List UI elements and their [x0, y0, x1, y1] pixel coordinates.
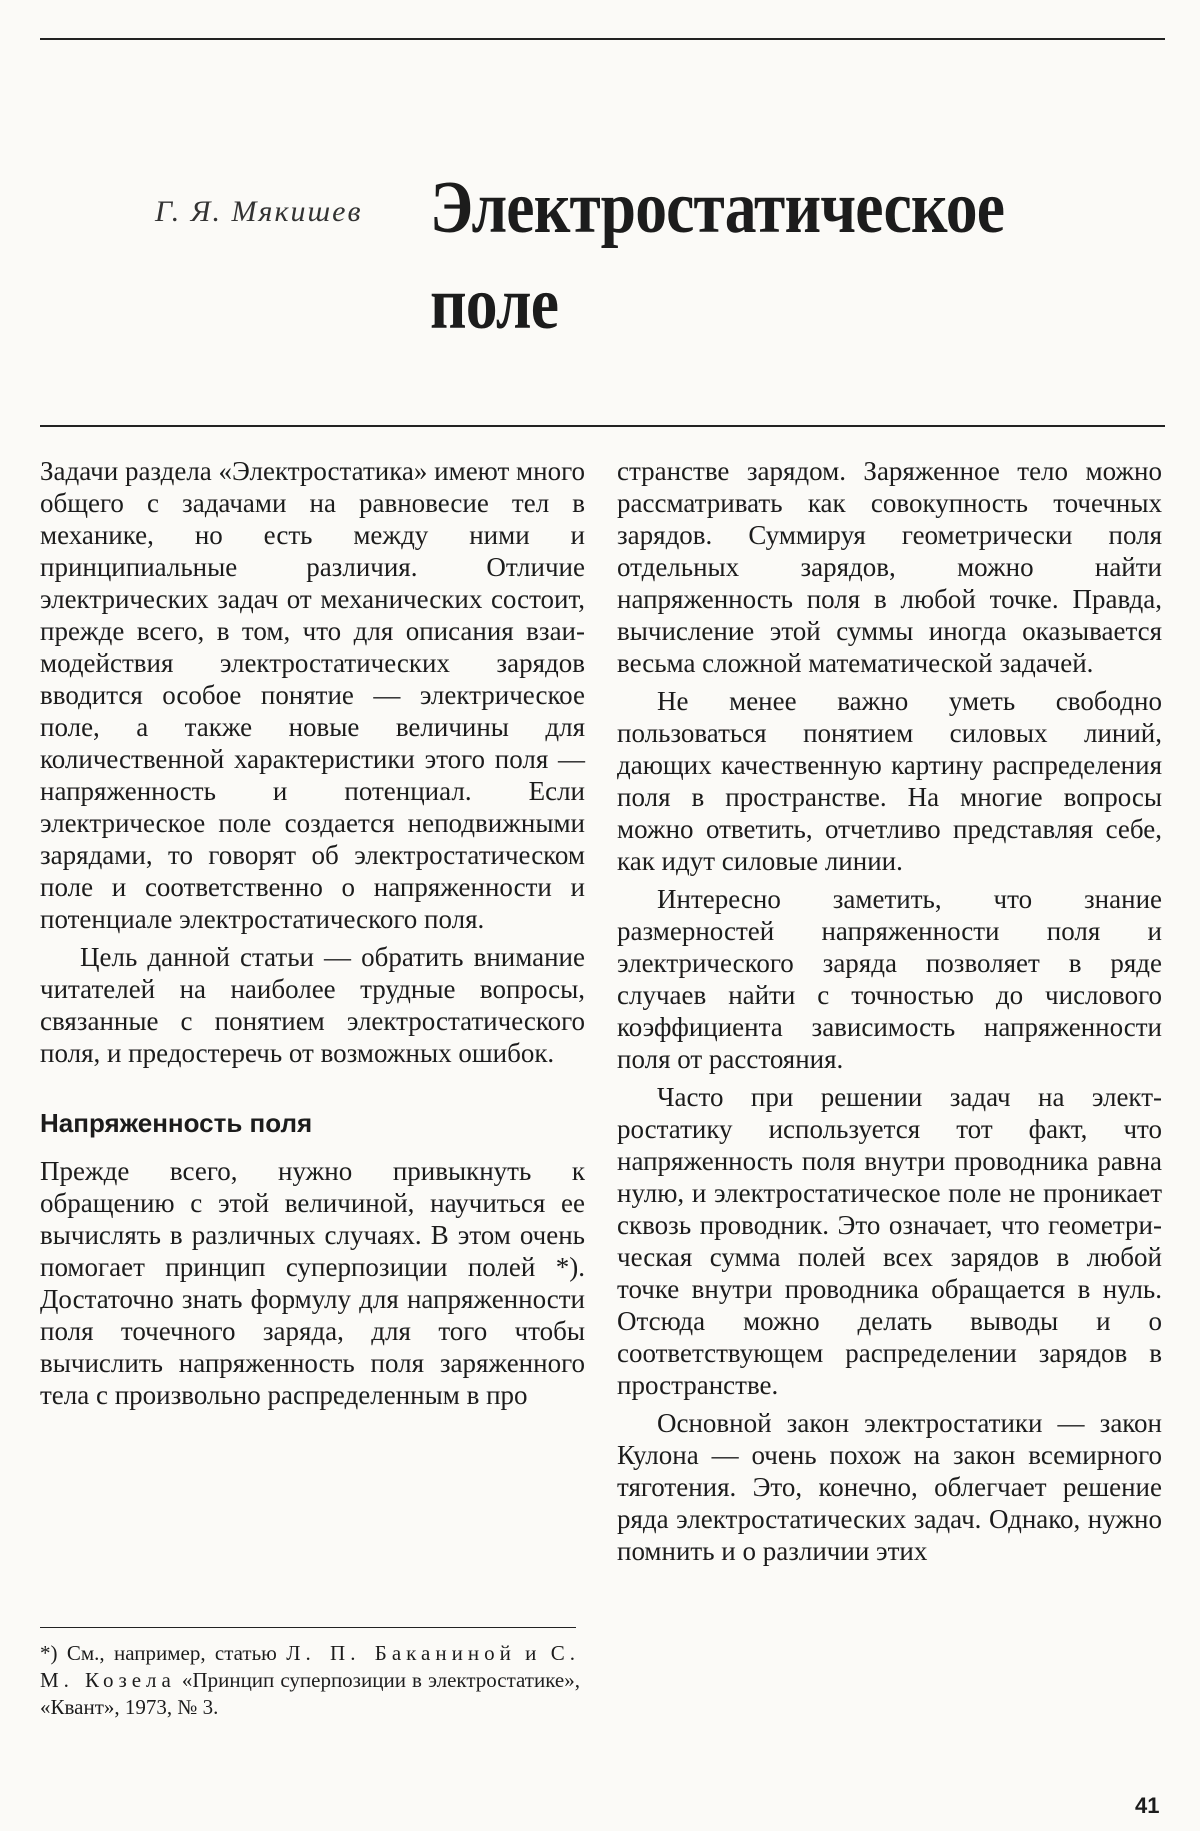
- footnote-rule: [40, 1627, 576, 1628]
- title-line-2: поле: [430, 263, 559, 345]
- paragraph: Прежде всего, нужно привыкнуть к обращению с этой величиной, научиться ее вычислять в различных случаях. В этом очень помогает принцип суперпозиции полей *). Достаточно знать формулу для напряженности поля точечного заряда, для того чтобы вычислить напряженность поля заряженного тела с произвольно распределенным в про: [40, 1156, 585, 1410]
- left-column: [40, 455, 585, 1411]
- paragraph: Интересно заметить, что знание размерностей напряженности поля и электрического заряда позволяет в ряде случаев найти с точностью до числового коэффициента зависимость напряженности поля от расстояния.: [617, 884, 1162, 1074]
- paragraph: Часто при решении задач на электростатику используется тот факт, что напряженность поля внутри проводника равна нулю, и электростатическое поле не проникает сквозь проводник. Это означает, что геометрическая сумма полей всех зарядов в любой точке внутри проводника обращается в нуль. Отсюда можно делать выводы и о соответствующем распределении зарядов в пространстве.: [617, 1082, 1162, 1400]
- paragraph: Не менее важно уметь свободно пользоваться понятием силовых линий, дающих качественную картину распределения поля в пространстве. На многие вопросы можно ответить, отчетливо представляя себе, как идут силовые линии.: [617, 686, 1162, 876]
- title-line-1: Электростатическое: [430, 167, 1005, 249]
- paragraph: Основной закон электростатики — закон Кулона — очень похож на закон всемирного тяготения. Это, конечно, облегчает решение ряда электростатических задач. Однако, нужно помнить и о различии этих: [617, 1408, 1162, 1566]
- footnote-text-b: «Принцип суперпозиции в электростатике», «Квант», 1973, № 3.: [40, 1668, 580, 1719]
- footnote-and: и: [525, 1641, 542, 1665]
- footnote-text-a: *) См., например, статью: [40, 1641, 277, 1665]
- top-rule: [40, 38, 1165, 40]
- footnote-author-2: С. М. Козела: [40, 1641, 581, 1692]
- paragraph: Цель данной статьи — обратить внимание читателей на наиболее трудные вопросы, связанные с понятием электростатического поля, и предостеречь от возможных ошибок.: [40, 942, 585, 1068]
- right-column: [617, 455, 1162, 1567]
- author-name: Г. Я. Мякишев: [155, 195, 363, 228]
- footnote-author-1: Л. П. Баканиной: [286, 1641, 516, 1665]
- paragraph: странстве зарядом. Заряженное тело можно рассматривать как совокупность точечных зарядов. Суммируя геометрически поля отдельных зарядов, можно найти напряженность поля в любой точке. Правда, вычисление этой суммы иногда оказывается весьма сложной математической задачей.: [617, 456, 1162, 678]
- page-number: 41: [1135, 1793, 1160, 1818]
- section-heading: Напряженность поля: [40, 1108, 313, 1138]
- header-rule: [40, 425, 1165, 427]
- footnote: [40, 1640, 580, 1721]
- paragraph: Задачи раздела «Электростатика» имеют много общего с задачами на равновесие тел в механике, но есть между ними и принципиальные различия. Отличие электрических задач от механических состоит, прежде всего, в том, что для описания взаимодействия электростатических зарядов вводится особое понятие — электрическое поле, а также новые величины для количественной характеристики этого поля — напряженность и потенциал. Если электрическое поле создается неподвижными зарядами, то говорят об электростатическом поле и соответственно о напряженности и потенциале электростатического поля.: [40, 456, 585, 934]
- article-title: [430, 160, 1004, 352]
